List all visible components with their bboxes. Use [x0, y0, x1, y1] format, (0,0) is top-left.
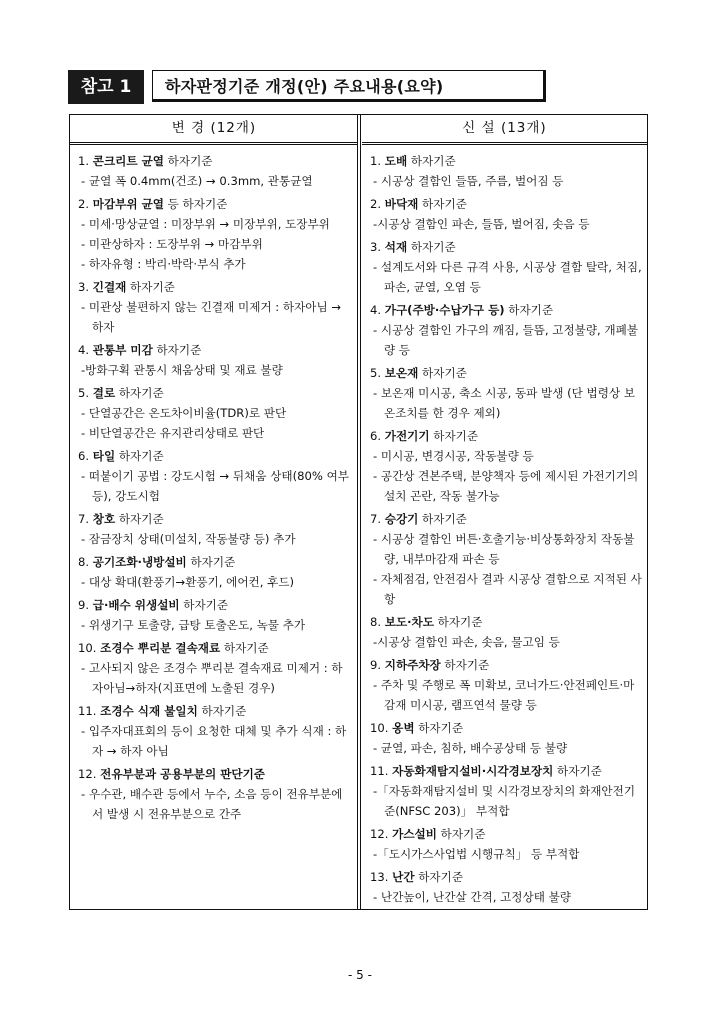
changed-item [70, 446, 358, 506]
changed-item-detail: - 고사되지 않은 조경수 뿌리분 결속재료 미제거 : 하자아님→하자(지표면에 노출된 경우) [81, 661, 343, 695]
item-keyword: 공기조화·냉방설비 [92, 555, 187, 569]
item-suffix: 하자기준 [414, 870, 464, 884]
item-suffix: 하자기준 [163, 154, 213, 168]
item-suffix: 하자기준 [220, 641, 269, 655]
new-item-detail: -「도시가스사업법 시행규칙」 등 부적합 [373, 847, 580, 861]
changed-item-title [70, 638, 358, 658]
item-suffix: 하자기준 [115, 449, 164, 463]
changed-item-detail: -방화구획 관통시 채움상태 및 재료 불량 [81, 363, 283, 377]
changed-item-detail: - 균열 폭 0.4mm(건조) → 0.3mm, 관통균열 [81, 174, 313, 188]
new-item-detail: - 자체점검, 안전검사 결과 시공상 결함으로 지적된 사항 [373, 572, 642, 606]
changed-item-detail: - 비단열공간은 유지관리상태로 판단 [81, 426, 265, 440]
item-suffix: 하자기준 [433, 615, 483, 629]
item-suffix: 하자기준 [115, 512, 164, 526]
new-item-title [362, 867, 647, 887]
item-keyword: 긴결재 [92, 280, 127, 294]
new-item-title [362, 151, 647, 171]
changed-item [70, 194, 358, 274]
item-number: 5. [78, 386, 90, 400]
item-number: 6. [370, 429, 382, 443]
changed-item [70, 595, 358, 635]
item-keyword: 조경수 식재 불일치 [100, 704, 198, 718]
item-number: 2. [78, 197, 90, 211]
item-keyword: 보도·차도 [384, 615, 434, 629]
new-item-detail: - 시공상 결함인 가구의 깨짐, 들뜸, 고정불량, 개폐불량 등 [373, 323, 639, 357]
new-item-title [362, 237, 647, 257]
new-item [362, 426, 647, 506]
changed-item [70, 638, 358, 698]
item-number: 12. [78, 767, 97, 781]
changed-item-title [70, 552, 358, 572]
new-item-title [362, 426, 647, 446]
item-suffix: 하자기준 [414, 721, 464, 735]
item-keyword: 타일 [92, 449, 116, 463]
new-item [362, 612, 647, 652]
changed-item-detail: - 단열공간은 온도차이비율(TDR)로 판단 [81, 406, 287, 420]
item-keyword: 옹벽 [392, 721, 415, 735]
item-keyword: 콘크리트 균열 [92, 154, 164, 168]
new-column [362, 115, 647, 909]
new-heading: 신 설 (13개) [362, 115, 647, 145]
item-number: 10. [78, 641, 97, 655]
item-number: 11. [370, 764, 389, 778]
changed-item-title [70, 340, 358, 360]
changed-item-title [70, 277, 358, 297]
item-suffix: 하자기준 [436, 827, 486, 841]
item-suffix: 하자기준 [186, 555, 236, 569]
item-keyword: 자동화재탐지설비·시각경보장치 [392, 764, 554, 778]
new-item [362, 824, 647, 864]
page-title: 하자판정기준 개정(안) 주요내용(요약) [152, 70, 546, 102]
new-item [362, 300, 647, 360]
item-number: 2. [370, 197, 382, 211]
item-number: 3. [370, 240, 382, 254]
item-keyword: 급·배수 위생설비 [92, 598, 180, 612]
item-number: 13. [370, 870, 389, 884]
item-keyword: 석재 [384, 240, 408, 254]
new-item [362, 237, 647, 297]
new-item-detail: - 설계도서와 다른 규격 사용, 시공상 결함 탈락, 처짐, 파손, 균열, 오염 등 [373, 260, 642, 294]
item-number: 1. [370, 154, 382, 168]
new-item-title [362, 655, 647, 675]
item-keyword: 결로 [92, 386, 116, 400]
item-suffix: 하자기준 [197, 704, 247, 718]
item-keyword: 가구(주방·수납가구 등) [384, 303, 505, 317]
item-keyword: 관통부 미감 [92, 343, 153, 357]
new-item [362, 867, 647, 907]
changed-item [70, 552, 358, 592]
new-item-detail: - 주차 및 주행로 폭 미확보, 코너가드·안전페인트·마감재 미시공, 램프연석 물량 등 [373, 678, 635, 712]
item-suffix: 하자기준 [440, 658, 490, 672]
item-number: 8. [370, 615, 382, 629]
new-item-title [362, 718, 647, 738]
changed-item-detail: - 하자유형 : 박리·박락·부식 추가 [81, 257, 246, 271]
changed-item [70, 277, 358, 337]
new-item-title [362, 363, 647, 383]
new-item [362, 509, 647, 609]
new-item-detail: - 시공상 결함인 버튼·호출기능·비상통화장치 작동불량, 내부마감재 파손 등 [373, 532, 635, 566]
item-suffix: 하자기준 [407, 240, 456, 254]
changed-item-title [70, 446, 358, 466]
item-keyword: 지하주차장 [384, 658, 441, 672]
item-suffix: 하자기준 [504, 303, 554, 317]
item-keyword: 전유부분과 공용부분의 판단기준 [100, 767, 266, 781]
new-item-detail: -시공상 결함인 파손, 들뜸, 벌어짐, 솟음 등 [373, 217, 590, 231]
item-suffix: 하자기준 [418, 512, 467, 526]
changed-item-detail: - 우수관, 배수관 등에서 누수, 소음 등이 전유부분에서 발생 시 전유부분으로 간주 [81, 787, 343, 821]
item-number: 7. [370, 512, 382, 526]
item-number: 1. [78, 154, 90, 168]
new-item-title [362, 612, 647, 632]
item-keyword: 승강기 [384, 512, 419, 526]
new-item [362, 194, 647, 234]
item-number: 8. [78, 555, 90, 569]
item-keyword: 도배 [384, 154, 408, 168]
changed-item [70, 764, 358, 824]
changed-item-detail: - 미세·망상균열 : 미장부위 → 미장부위, 도장부위 [81, 217, 330, 231]
reference-tag: 참고 1 [68, 70, 144, 104]
changed-item-title [70, 383, 358, 403]
new-item-detail: -「자동화재탐지설비 및 시각경보장치의 화재안전기준(NFSC 203)」 부적합 [373, 784, 636, 818]
changed-item-detail: - 미관상 불편하지 않는 긴결재 미제거 : 하자아님 → 하자 [81, 300, 342, 334]
changed-item-title [70, 764, 358, 784]
item-number: 4. [370, 303, 382, 317]
item-suffix: 하자기준 [407, 154, 456, 168]
item-suffix: 하자기준 [179, 598, 229, 612]
item-keyword: 가전기기 [384, 429, 430, 443]
changed-column [70, 115, 358, 909]
item-keyword: 가스설비 [392, 827, 437, 841]
item-number: 9. [78, 598, 90, 612]
comparison-table [69, 114, 648, 910]
item-number: 7. [78, 512, 90, 526]
changed-item-detail: - 잠금장치 상태(미설치, 작동불량 등) 추가 [81, 532, 296, 546]
changed-item [70, 701, 358, 761]
changed-item-title [70, 701, 358, 721]
new-item-detail: - 시공상 결함인 들뜸, 주름, 벌어짐 등 [373, 174, 564, 188]
item-number: 11. [78, 704, 97, 718]
changed-item-title [70, 595, 358, 615]
new-item-detail: - 미시공, 변경시공, 작동불량 등 [373, 449, 534, 463]
item-keyword: 바닥재 [384, 197, 419, 211]
item-number: 9. [370, 658, 382, 672]
new-item-detail: - 균열, 파손, 침하, 배수공상태 등 불량 [373, 741, 568, 755]
item-keyword: 보온재 [384, 366, 419, 380]
item-suffix: 하자기준 [553, 764, 602, 778]
new-item [362, 655, 647, 715]
new-item [362, 151, 647, 191]
item-suffix: 하자기준 [152, 343, 202, 357]
new-item-title [362, 761, 647, 781]
new-item [362, 363, 647, 423]
new-item-title [362, 509, 647, 529]
item-number: 4. [78, 343, 90, 357]
new-item-title [362, 300, 647, 320]
new-item-detail: - 공간상 견본주택, 분양책자 등에 제시된 가전기기의 설치 곤란, 작동 불가능 [373, 469, 639, 503]
changed-item-detail: - 떠붙이기 공법 : 강도시험 → 뒤채움 상태(80% 여부 등), 강도시험 [81, 469, 349, 503]
new-item [362, 761, 647, 821]
item-keyword: 난간 [392, 870, 415, 884]
changed-item-title [70, 151, 358, 171]
item-number: 12. [370, 827, 389, 841]
new-list [362, 145, 647, 907]
changed-item-detail: - 입주자대표회의 등이 요청한 대체 및 추가 식재 : 하자 → 하자 아님 [81, 724, 347, 758]
item-number: 3. [78, 280, 90, 294]
item-keyword: 창호 [92, 512, 116, 526]
changed-list [70, 145, 358, 824]
item-suffix: 하자기준 [429, 429, 479, 443]
new-item-title [362, 824, 647, 844]
page-number: - 5 - [348, 968, 372, 982]
item-number: 6. [78, 449, 90, 463]
item-number: 5. [370, 366, 382, 380]
new-item-title [362, 194, 647, 214]
item-suffix: 등 하자기준 [163, 197, 228, 211]
new-item-detail: -시공상 결함인 파손, 솟음, 물고임 등 [373, 635, 560, 649]
changed-item [70, 509, 358, 549]
changed-item-detail: - 위생기구 토출량, 급탕 토출온도, 녹물 추가 [81, 618, 306, 632]
changed-item [70, 151, 358, 191]
item-suffix: 하자기준 [126, 280, 175, 294]
changed-item-detail: - 미관상하자 : 도장부위 → 마감부위 [81, 237, 263, 251]
item-keyword: 마감부위 균열 [92, 197, 164, 211]
item-number: 10. [370, 721, 389, 735]
changed-item-title [70, 194, 358, 214]
changed-item-detail: - 대상 확대(환풍기→환풍기, 에어컨, 후드) [81, 575, 295, 589]
changed-item-title [70, 509, 358, 529]
changed-item [70, 383, 358, 443]
new-item-detail: - 보온재 미시공, 축소 시공, 동파 발생 (단 법령상 보온조치를 한 경우 제외) [373, 386, 636, 420]
item-suffix: 하자기준 [115, 386, 164, 400]
new-item [362, 718, 647, 758]
changed-heading: 변 경 (12개) [70, 115, 358, 145]
item-suffix: 하자기준 [418, 366, 467, 380]
item-suffix: 하자기준 [418, 197, 467, 211]
changed-item [70, 340, 358, 380]
new-item-detail: - 난간높이, 난간살 간격, 고정상태 불량 [373, 890, 571, 904]
item-keyword: 조경수 뿌리분 결속재료 [100, 641, 221, 655]
